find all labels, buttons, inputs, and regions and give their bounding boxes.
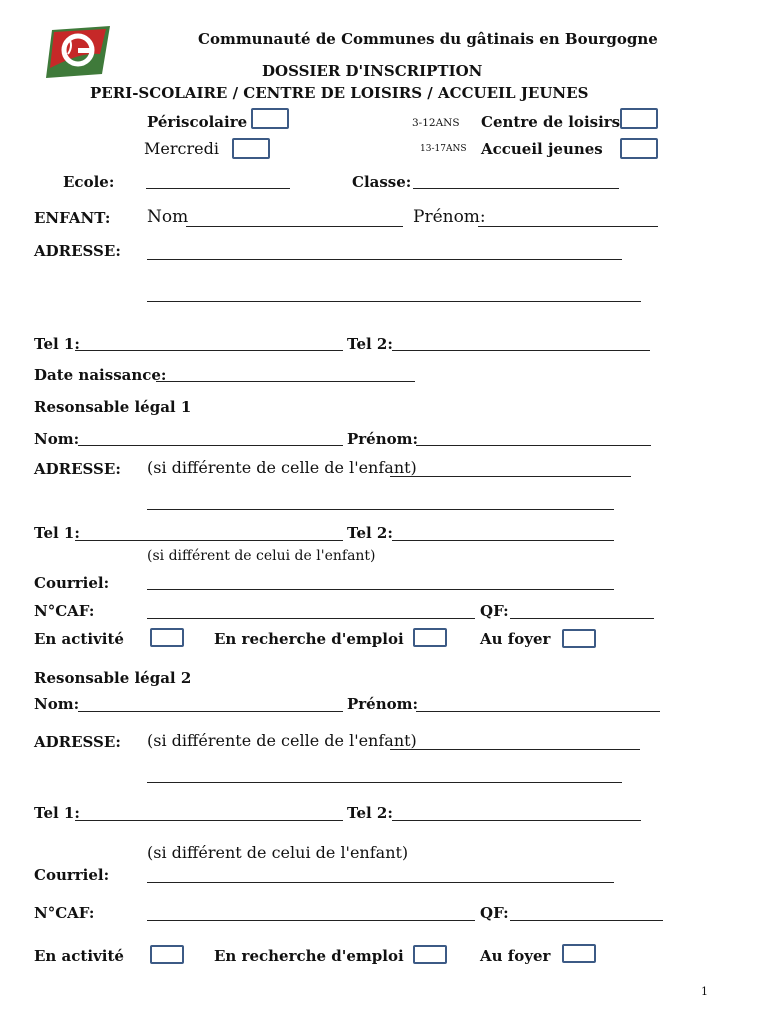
resp2-en-recherche-checkbox[interactable] <box>413 945 447 964</box>
resp2-courriel-field[interactable] <box>147 882 614 883</box>
resp2-en-activite-label: En activité <box>34 947 124 965</box>
resp2-nom-label: Nom: <box>34 695 80 713</box>
resp2-adresse-field-2[interactable] <box>147 782 622 783</box>
resp1-caf-field[interactable] <box>147 618 475 619</box>
enfant-label: ENFANT: <box>34 209 111 227</box>
resp1-adresse-label: ADRESSE: <box>34 460 121 478</box>
ecole-field[interactable] <box>146 188 290 189</box>
mercredi-label: Mercredi <box>144 139 219 158</box>
resp1-tel2-field[interactable] <box>392 540 614 541</box>
resp2-caf-field[interactable] <box>147 920 475 921</box>
resp1-courriel-field[interactable] <box>147 589 614 590</box>
enfant-tel2-field[interactable] <box>392 350 650 351</box>
resp1-nom-field[interactable] <box>78 445 343 446</box>
resp2-qf-label: QF: <box>480 904 509 922</box>
resp2-tel2-field[interactable] <box>392 820 641 821</box>
resp1-tel1-label: Tel 1: <box>34 524 80 542</box>
enfant-tel1-field[interactable] <box>75 350 343 351</box>
page-number: 1 <box>701 985 708 998</box>
resp2-adresse-label: ADRESSE: <box>34 733 121 751</box>
resp1-au-foyer-label: Au foyer <box>480 630 551 648</box>
age-range-3-12: 3-12ANS <box>412 117 460 129</box>
resp1-adresse-note: (si différente de celle de l'enfant) <box>147 458 417 477</box>
organization-name: Communauté de Communes du gâtinais en Bourgogne <box>198 30 658 48</box>
form-title: DOSSIER D'INSCRIPTION <box>262 62 483 80</box>
centre-loisirs-checkbox[interactable] <box>620 108 658 129</box>
resp1-courriel-label: Courriel: <box>34 574 110 592</box>
resp2-tel1-label: Tel 1: <box>34 804 80 822</box>
mercredi-checkbox[interactable] <box>232 138 270 159</box>
enfant-prenom-label: Prénom: <box>413 207 486 227</box>
resp1-prenom-field[interactable] <box>416 445 651 446</box>
resp1-tel1-field[interactable] <box>75 540 343 541</box>
resp1-caf-label: N°CAF: <box>34 602 95 620</box>
form-subtitle: PERI-SCOLAIRE / CENTRE DE LOISIRS / ACCUEIL JEUNES <box>90 84 589 102</box>
enfant-nom-field[interactable] <box>186 226 403 227</box>
resp2-adresse-note: (si différente de celle de l'enfant) <box>147 731 417 750</box>
resp1-tel-note: (si différent de celui de l'enfant) <box>147 548 376 564</box>
resp1-en-recherche-checkbox[interactable] <box>413 628 447 647</box>
resp2-en-recherche-label: En recherche d'emploi <box>214 947 404 965</box>
resp2-au-foyer-checkbox[interactable] <box>562 944 596 963</box>
classe-label: Classe: <box>352 173 412 191</box>
resp1-en-activite-checkbox[interactable] <box>150 628 184 647</box>
enfant-tel2-label: Tel 2: <box>347 335 393 353</box>
resp1-en-recherche-label: En recherche d'emploi <box>214 630 404 648</box>
date-naissance-field[interactable] <box>156 381 415 382</box>
enfant-adresse-field-1[interactable] <box>147 259 622 260</box>
resp2-tel1-field[interactable] <box>75 820 343 821</box>
responsable-2-heading: Resonsable légal 2 <box>34 669 192 687</box>
enfant-adresse-field-2[interactable] <box>147 301 641 302</box>
date-naissance-label: Date naissance: <box>34 366 167 384</box>
resp2-tel-note: (si différent de celui de l'enfant) <box>147 843 409 862</box>
accueil-jeunes-checkbox[interactable] <box>620 138 658 159</box>
accueil-jeunes-label: Accueil jeunes <box>481 140 603 158</box>
enfant-tel1-label: Tel 1: <box>34 335 80 353</box>
resp2-prenom-field[interactable] <box>416 711 660 712</box>
enfant-prenom-field[interactable] <box>478 226 658 227</box>
resp1-prenom-label: Prénom: <box>347 430 419 448</box>
enfant-nom-label: Nom <box>147 207 189 227</box>
resp2-nom-field[interactable] <box>78 711 343 712</box>
resp2-prenom-label: Prénom: <box>347 695 419 713</box>
centre-loisirs-label: Centre de loisirs <box>481 113 621 131</box>
resp1-adresse-field-1[interactable] <box>390 476 631 477</box>
responsable-1-heading: Resonsable légal 1 <box>34 398 192 416</box>
resp2-qf-field[interactable] <box>510 920 663 921</box>
classe-field[interactable] <box>413 188 619 189</box>
resp2-au-foyer-label: Au foyer <box>480 947 551 965</box>
resp1-en-activite-label: En activité <box>34 630 124 648</box>
resp1-nom-label: Nom: <box>34 430 80 448</box>
resp2-tel2-label: Tel 2: <box>347 804 393 822</box>
resp2-courriel-label: Courriel: <box>34 866 110 884</box>
periscolaire-label: Périscolaire <box>147 113 248 131</box>
periscolaire-checkbox[interactable] <box>251 108 289 129</box>
ecole-label: Ecole: <box>63 173 115 191</box>
enfant-adresse-label: ADRESSE: <box>34 242 121 260</box>
resp2-adresse-field-1[interactable] <box>390 749 640 750</box>
resp1-au-foyer-checkbox[interactable] <box>562 629 596 648</box>
resp2-en-activite-checkbox[interactable] <box>150 945 184 964</box>
resp1-adresse-field-2[interactable] <box>147 509 614 510</box>
age-range-13-17: 13-17ANS <box>420 144 467 154</box>
organization-logo <box>44 24 114 80</box>
resp1-qf-label: QF: <box>480 602 509 620</box>
resp1-qf-field[interactable] <box>510 618 654 619</box>
resp2-caf-label: N°CAF: <box>34 904 95 922</box>
resp1-tel2-label: Tel 2: <box>347 524 393 542</box>
